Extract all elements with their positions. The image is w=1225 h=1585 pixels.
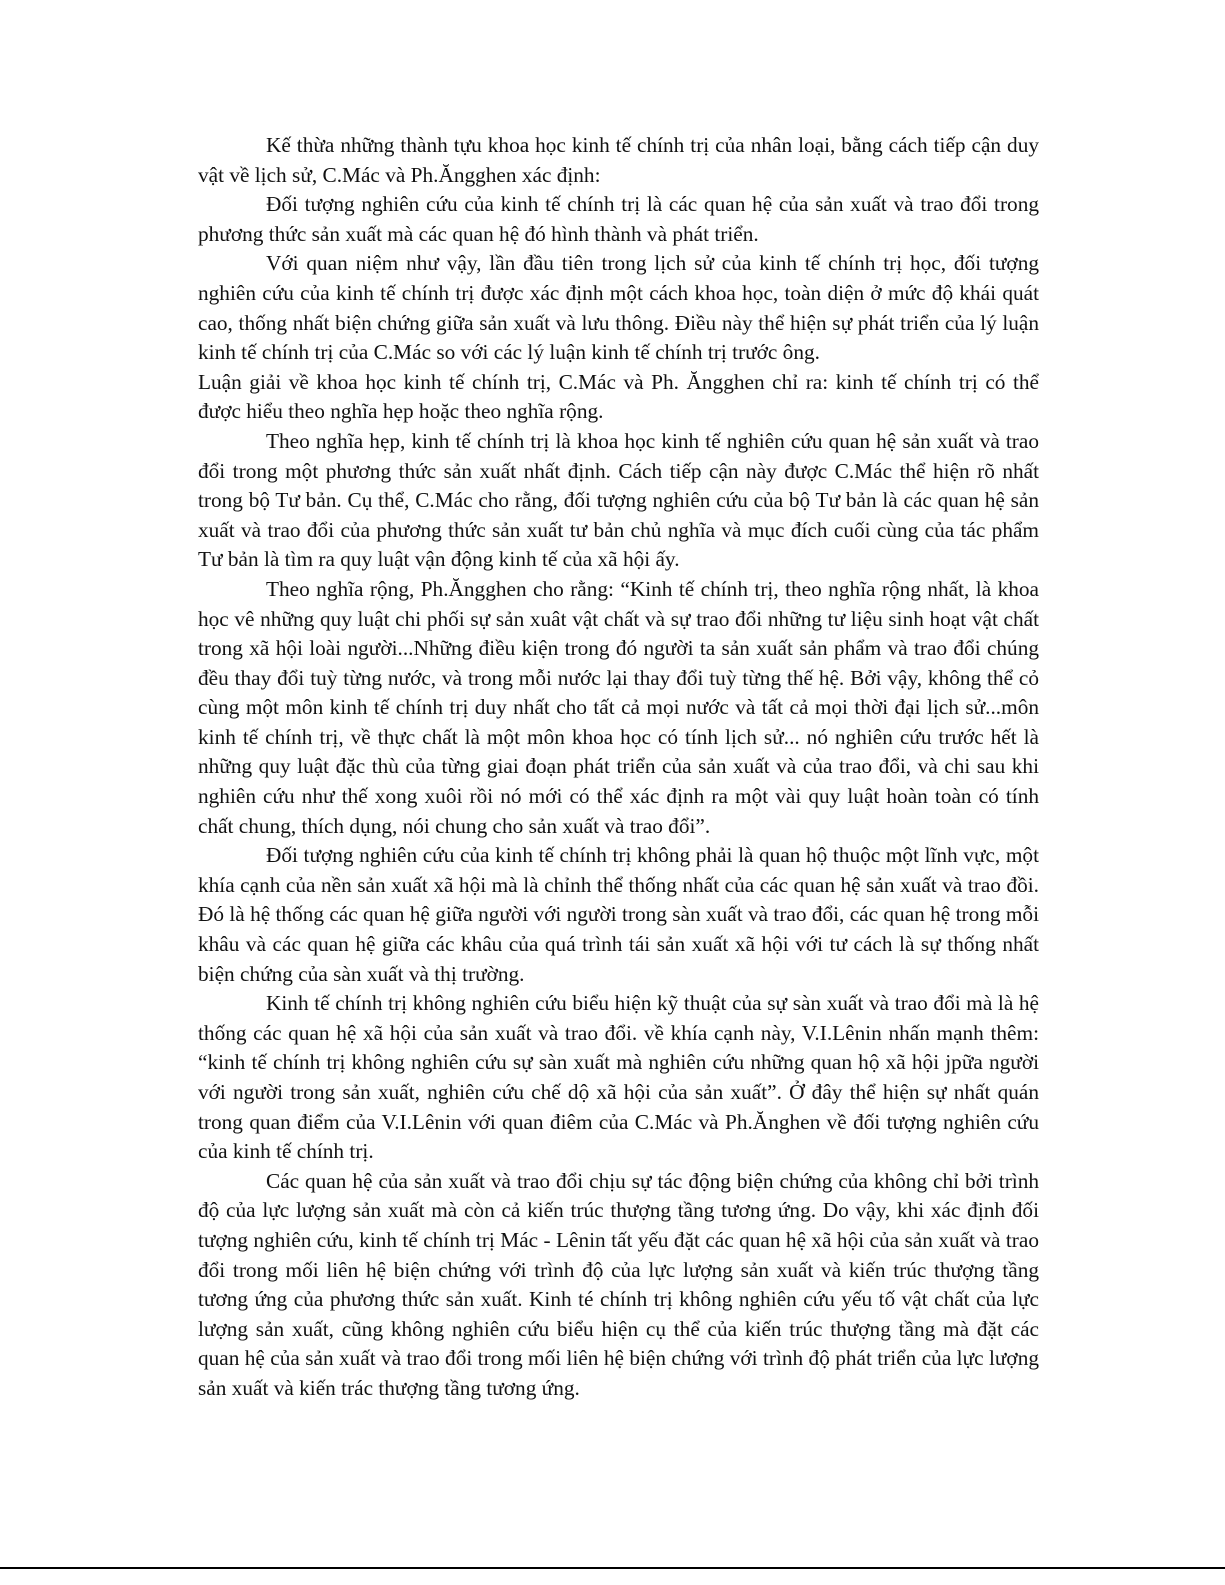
- paragraph: Theo nghĩa hẹp, kinh tế chính trị là khoa học kinh tế nghiên cứu quan hệ sản xuất và trao đổi trong một phương thức sản xuất nhất định. Cách tiếp cận này được C.Mác thể hiện rõ nhất trong bộ Tư bản. Cụ thể, C.Mác cho rằng, đối tượng nghiên cứu của bộ Tư bản là các quan hệ sản xuất và trao đổi của phương thức sản xuất tư bản chủ nghĩa và mục đích cuối cùng của tác phẩm Tư bản là tìm ra quy luật vận động kinh tế của xã hội ấy.: [198, 428, 1039, 572]
- paragraph: Các quan hệ của sản xuất và trao đổi chịu sự tác động biện chứng của không chỉ bởi trình độ của lực lượng sản xuất mà còn cả kiến trúc thượng tầng tương ứng. Do vậy, khi xác định đối tượng nghiên cứu, kinh tế chính trị Mác - Lênin tất yếu đặt các quan hệ xã hội của sản xuất và trao đổi trong mối liên hệ biện chứng với trình độ của lực lượng sản xuất và kiến trúc thượng tầng tương ứng của phương thức sản xuất. Kinh té chính trị không nghiên cứu yếu tố vật chất của lực lượng sản xuất, cũng không nghiên cứu biểu hiện cụ thể của kiến trúc thượng tầng mà đặt các quan hệ của sản xuất và trao đổi trong mối liên hệ biện chứng với trình độ phát triển của lực lượng sản xuất và kiến trác thượng tầng tương ứng.: [198, 1168, 1039, 1400]
- page-bottom-rule: [0, 1567, 1225, 1569]
- paragraph: Kế thừa những thành tựu khoa học kinh tế chính trị của nhân loại, bằng cách tiếp cận duy vật về lịch sử, C.Mác và Ph.Ăngghen xác định:: [198, 133, 1039, 187]
- paragraph: Theo nghĩa rộng, Ph.Ăngghen cho rằng: “Kinh tế chính trị, theo nghĩa rộng nhất, là khoa học vê những quy luật chi phối sự sản xuât vật chất và sự trao đổi những tư liệu sinh hoạt vật chất trong xã hội loài người...Những điều kiện trong đó người ta sản xuất sản phẩm và trao đổi chúng đều thay đổi tuỳ từng nước, và trong mỗi nước lại thay đổi tuỳ từng thế hệ. Bởi vậy, không thể cỏ cùng một môn kinh tế chính trị duy nhất cho tất cả mọi nước và tất cả mọi thời đại lịch sử...môn kinh tế chính trị, về thực chất là một môn khoa học có tính lịch sử... nó nghiên cứu trước hết là những quy luật đặc thù của từng giai đoạn phát triển của sản xuất và của trao đổi, và chi sau khi nghiên cứu như thế xong xuôi rồi nó mới có thể xác định ra một vài quy luật hoàn toàn có tính chất chung, thích dụng, nói chung cho sản xuất và trao đổi”.: [198, 576, 1039, 838]
- document-body: [198, 131, 1039, 1404]
- paragraph: Kinh tế chính trị không nghiên cứu biểu hiện kỹ thuật của sự sàn xuất và trao đổi mà là hệ thống các quan hệ xã hội của sản xuất và trao đổi. về khía cạnh này, V.I.Lênin nhấn mạnh thêm: “kinh tế chính trị không nghiên cứu sự sàn xuất mà nghiên cứu những quan hộ xã hội jpữa người với người trong sản xuất, nghiên cứu chế dộ xã hội của sản xuất”. Ở đây thể hiện sự nhất quán trong quan điểm của V.I.Lênin với quan điêm của C.Mác và Ph.Ănghen về đối tượng nghiên cứu của kinh tế chính trị.: [198, 991, 1039, 1164]
- paragraph: Đối tượng nghiên cứu của kinh tế chính trị là các quan hệ của sản xuất và trao đổi trong phương thức sản xuất mà các quan hệ đó hình thành và phát triển.: [198, 192, 1039, 246]
- paragraph: Đối tượng nghiên cứu của kinh tế chính trị không phải là quan hộ thuộc một lĩnh vực, một khía cạnh của nền sản xuất xã hội mà là chỉnh thể thống nhất của các quan hệ sản xuất và trao đồi. Đó là hệ thống các quan hệ giữa người với người trong sàn xuất và trao đổi, các quan hệ trong mỗi khâu và các quan hệ giữa các khâu của quá trình tái sản xuất xã hội với tư cách là sự thống nhất biện chứng của sàn xuất và thị trường.: [198, 843, 1039, 986]
- paragraph: Luận giải về khoa học kinh tế chính trị, C.Mác và Ph. Ăngghen chỉ ra: kinh tế chính trị có thể được hiểu theo nghĩa hẹp hoặc theo nghĩa rộng.: [198, 369, 1039, 424]
- paragraph: Với quan niệm như vậy, lần đầu tiên trong lịch sử của kinh tế chính trị học, đối tượng nghiên cứu của kinh tế chính trị được xác định một cách khoa học, toàn diện ở mức độ khái quát cao, thống nhất biện chứng giữa sản xuất và lưu thông. Điều này thể hiện sự phát triển của lý luận kinh tế chính trị của C.Mác so với các lý luận kinh tế chính trị trước ông.: [198, 251, 1039, 365]
